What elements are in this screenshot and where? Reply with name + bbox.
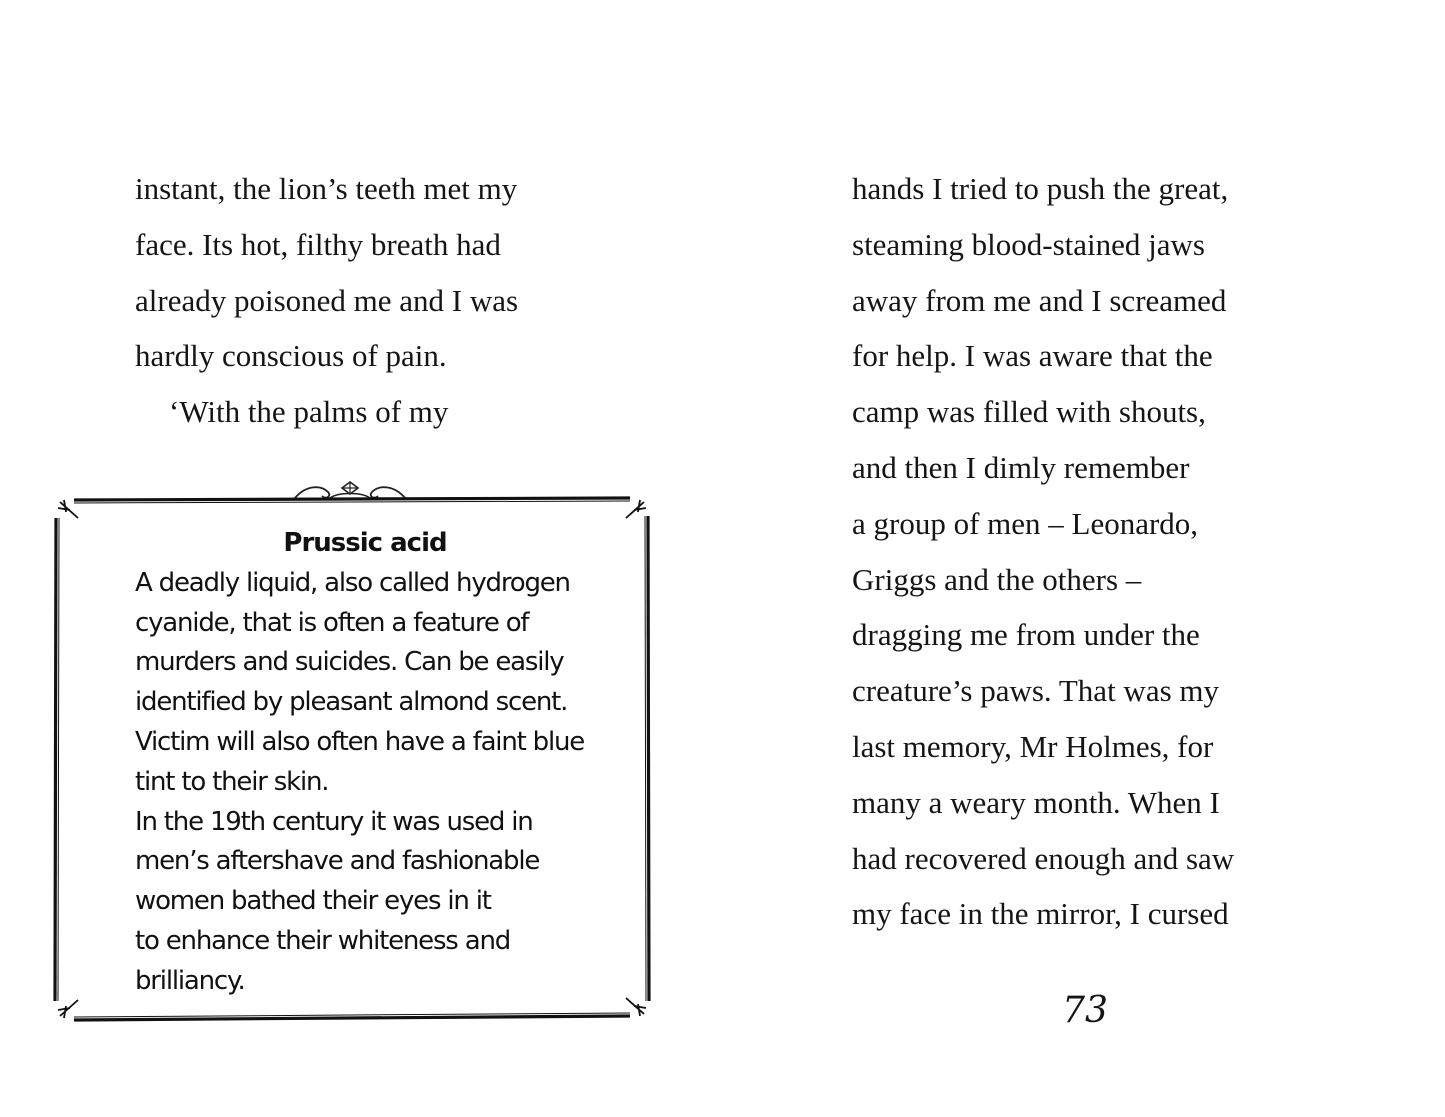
text-line: last memory, Mr Holmes, for	[852, 728, 1214, 764]
text-line: ‘With the palms of my	[169, 394, 449, 430]
text-line: many a weary month. When I	[852, 784, 1220, 820]
text-line: face. Its hot, filthy breath had	[135, 226, 501, 262]
left-text-column	[135, 161, 518, 440]
right-text-column	[852, 161, 1234, 942]
info-box-line: women bathed their eyes in it	[135, 886, 491, 917]
info-box-line: In the 19th century it was used in	[135, 806, 533, 837]
info-box-line: Victim will also often have a faint blue	[135, 726, 585, 757]
info-box-line: tint to their skin.	[135, 766, 329, 797]
text-line: for help. I was aware that the	[852, 338, 1213, 374]
info-box-line: murders and suicides. Can be easily	[135, 647, 564, 678]
text-line: hardly conscious of pain.	[135, 338, 447, 374]
text-line: camp was filled with shouts,	[852, 394, 1206, 430]
info-box-line: identified by pleasant almond scent.	[135, 687, 568, 718]
info-box-line: A deadly liquid, also called hydrogen	[135, 567, 570, 598]
text-line: steaming blood-stained jaws	[852, 226, 1205, 262]
info-box	[52, 496, 652, 1022]
text-line: away from me and I screamed	[852, 282, 1227, 318]
text-line: Griggs and the others –	[852, 561, 1142, 597]
text-line: instant, the lion’s teeth met my	[135, 171, 518, 206]
info-box-line: to enhance their whiteness and	[135, 925, 511, 956]
text-line: dragging me from under the	[852, 617, 1200, 653]
info-box-line: cyanide, that is often a feature of	[135, 607, 529, 638]
text-line: had recovered enough and saw	[852, 840, 1235, 876]
page-number: 73	[1062, 990, 1108, 1031]
info-box-line: men’s aftershave and fashionable	[135, 846, 540, 877]
info-box-content	[135, 524, 635, 1002]
text-line: and then I dimly remember	[852, 449, 1190, 485]
info-box-title: Prussic acid	[283, 528, 447, 558]
text-line: my face in the mirror, I cursed	[852, 896, 1229, 932]
text-line: already poisoned me and I was	[135, 282, 519, 318]
text-line: creature’s paws. That was my	[852, 673, 1220, 709]
text-line: a group of men – Leonardo,	[852, 505, 1199, 541]
info-box-line: brilliancy.	[135, 965, 245, 996]
text-line: hands I tried to push the great,	[852, 171, 1229, 206]
